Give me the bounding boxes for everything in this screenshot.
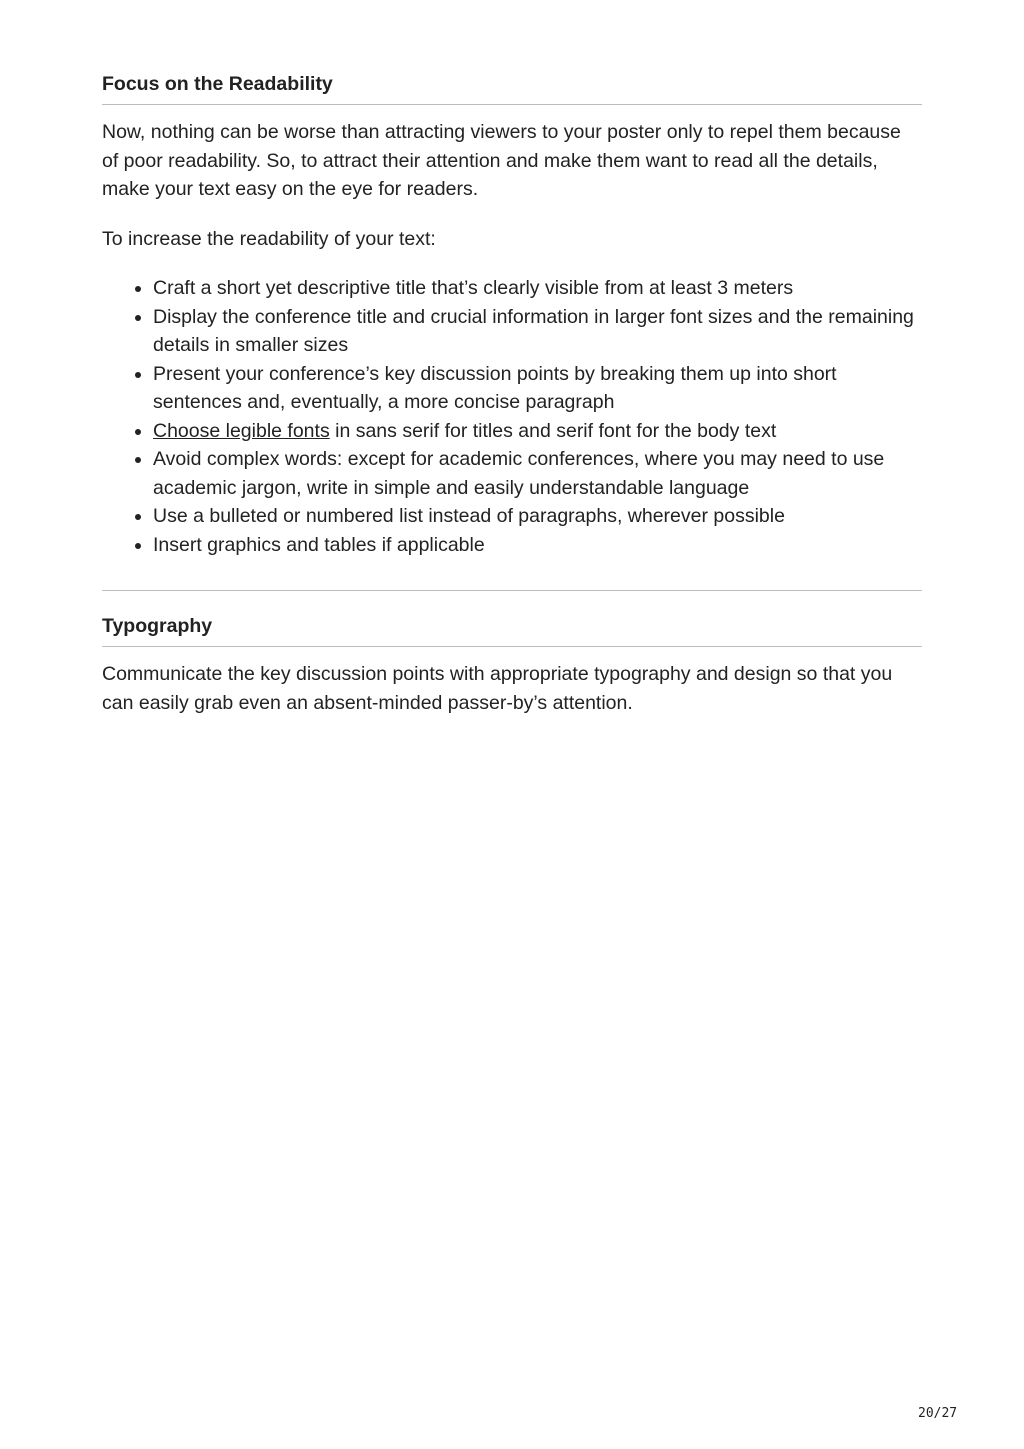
list-item: • Present your conference’s key discussion points by breaking them up into short sentences and, eventually, a more concise paragraph xyxy=(153,360,922,417)
list-item: • Insert graphics and tables if applicable xyxy=(153,531,922,560)
list-item: • Display the conference title and crucial information in larger font sizes and the remaining details in smaller sizes xyxy=(153,303,922,360)
section-divider xyxy=(102,590,922,591)
readability-paragraph: Now, nothing can be worse than attracting viewers to your poster only to repel them because of poor readability. So, to attract their attention and make them want to read all the details, make your text easy on the eye for readers. xyxy=(102,121,901,200)
typography-paragraph: Communicate the key discussion points with appropriate typography and design so that you can easily grab even an absent-minded passer-by’s attention. xyxy=(102,663,893,714)
section-heading-typography: Typography xyxy=(102,612,922,647)
list-item xyxy=(153,417,922,446)
section-typography xyxy=(102,612,922,717)
section-heading-readability: Focus on the Readability xyxy=(102,70,922,105)
section-readability xyxy=(102,70,922,559)
choose-legible-fonts-link[interactable]: Choose legible fonts xyxy=(153,419,330,442)
readability-tips-list xyxy=(102,274,922,559)
list-item: • Avoid complex words: except for academic conferences, where you may need to use academic jargon, write in simple and easily understandable language xyxy=(153,445,922,502)
readability-list-intro: To increase the readability of your text: xyxy=(102,227,436,250)
document-content xyxy=(102,70,922,717)
list-item: • Craft a short yet descriptive title that’s clearly visible from at least 3 meters xyxy=(153,274,922,303)
list-item: • Use a bulleted or numbered list instead of paragraphs, wherever possible xyxy=(153,502,922,531)
list-item-text: in sans serif for titles and serif font for the body text xyxy=(329,419,777,442)
page-number: 20/27 xyxy=(918,1406,958,1421)
